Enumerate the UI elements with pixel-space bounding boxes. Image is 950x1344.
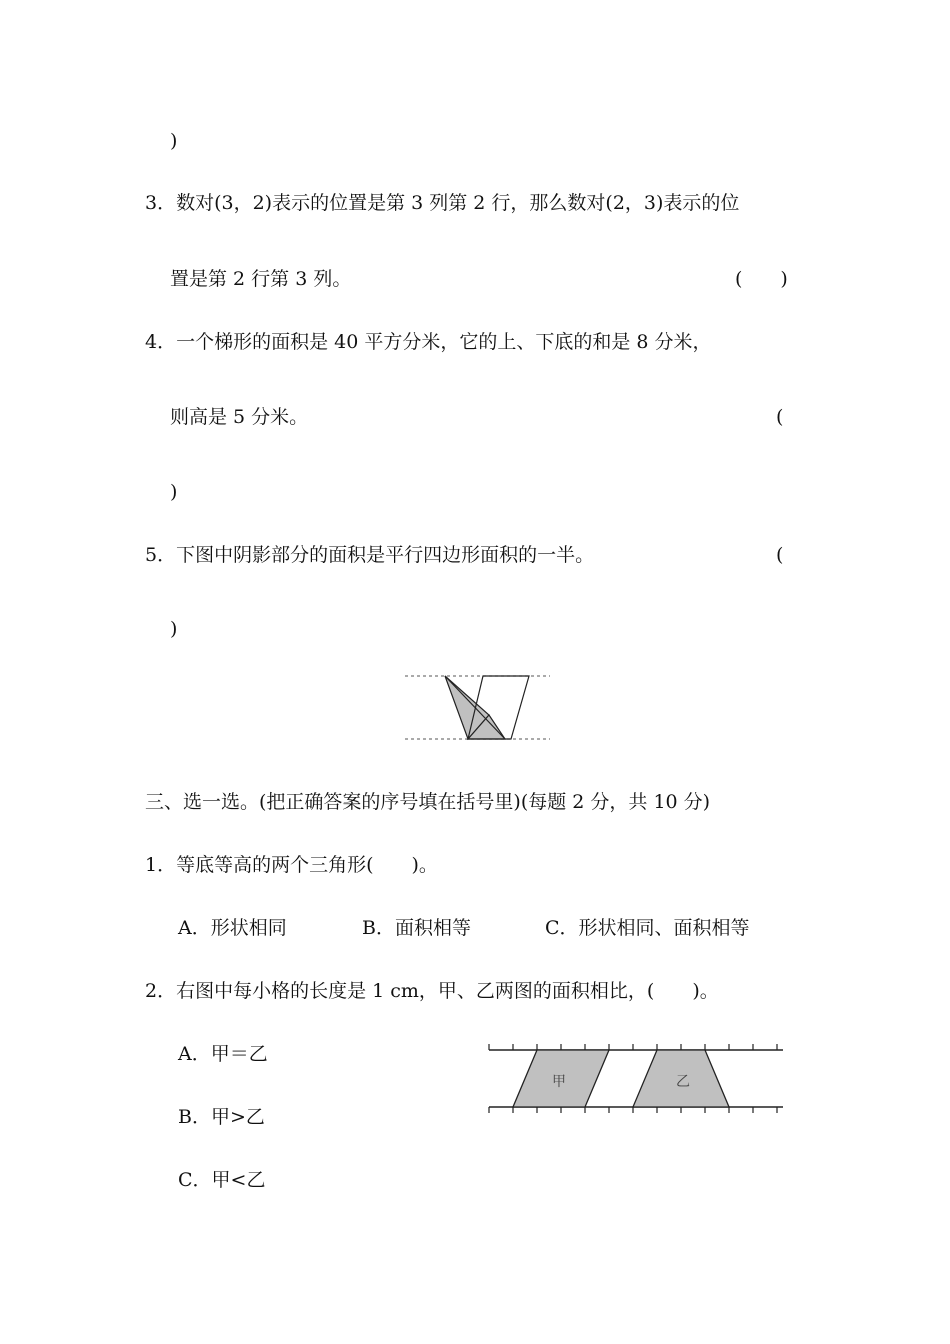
q2-option-c[interactable]: C．甲<乙 [178, 1169, 266, 1191]
item3-line1: 3．数对(3，2)表示的位置是第 3 列第 2 行，那么数对(2，3)表示的位 [145, 192, 740, 214]
label-yi: 乙 [676, 1074, 690, 1090]
q1-stem: 1．等底等高的两个三角形( )。 [145, 854, 438, 876]
top-ruler-ticks [489, 1044, 777, 1050]
item3-line2: 置是第 2 行第 3 列。 [170, 268, 352, 290]
q1-option-a[interactable]: A．形状相同 [178, 917, 287, 939]
item3-answer-blank[interactable]: ( ) [735, 268, 788, 290]
item4-line1: 4．一个梯形的面积是 40 平方分米，它的上、下底的和是 8 分米， [145, 331, 712, 353]
q2-option-a[interactable]: A．甲＝乙 [178, 1043, 268, 1065]
item2-close-paren: ) [170, 130, 178, 152]
item4-line2: 则高是 5 分米。 [170, 406, 309, 428]
q2-option-b[interactable]: B．甲>乙 [178, 1106, 265, 1128]
item5-open-paren[interactable]: ( [776, 544, 784, 566]
parallelogram-shaded-figure [405, 668, 550, 746]
q1-option-b[interactable]: B．面积相等 [362, 917, 471, 939]
section3-heading: 三、选一选。(把正确答案的序号填在括号里)(每题 2 分，共 10 分) [145, 791, 711, 813]
label-jia: 甲 [552, 1074, 566, 1090]
q1-option-c[interactable]: C．形状相同、面积相等 [545, 917, 750, 939]
q2-stem: 2．右图中每小格的长度是 1 cm，甲、乙两图的面积相比，( )。 [145, 980, 719, 1002]
bottom-ruler-ticks [489, 1107, 777, 1113]
item5-line1: 5．下图中阴影部分的面积是平行四边形面积的一半。 [145, 544, 595, 566]
item4-close-paren: ) [170, 481, 178, 503]
grid-shapes-figure [486, 1040, 786, 1116]
item5-close-paren: ) [170, 618, 178, 640]
item4-open-paren[interactable]: ( [776, 406, 784, 428]
